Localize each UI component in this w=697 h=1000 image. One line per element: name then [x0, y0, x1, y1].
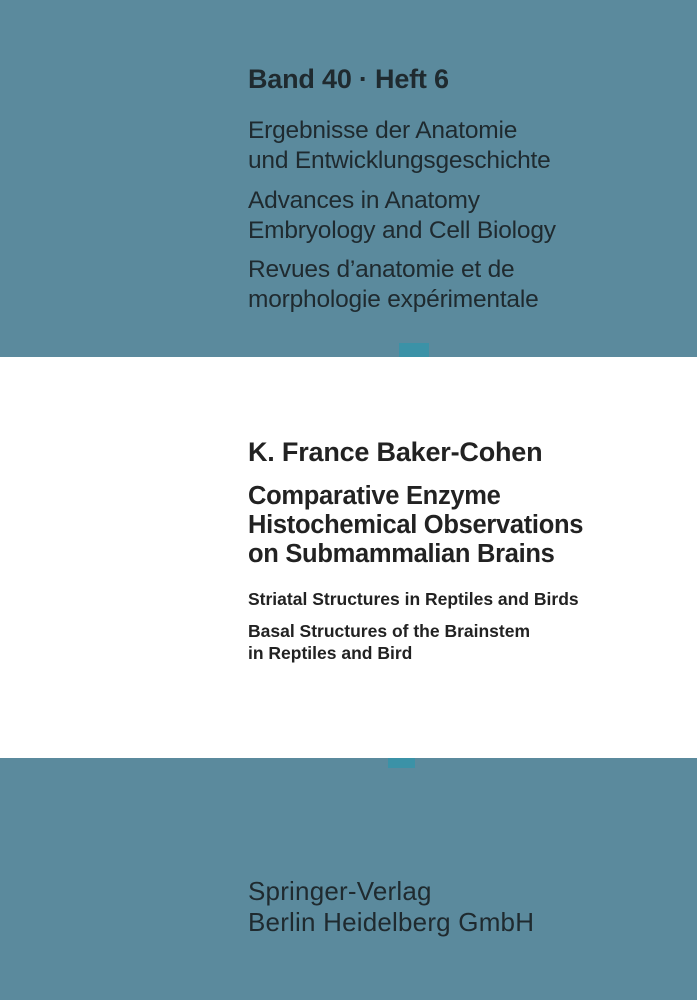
subtitle-striatal — [248, 588, 579, 610]
series-title-german — [248, 116, 551, 176]
book-title-line-1: Comparative Enzyme — [248, 482, 501, 510]
upper-accent-tab — [399, 343, 429, 357]
subtitle-brainstem-line-2: in Reptiles and Bird — [248, 643, 413, 663]
book-title-line-2: Histochemical Observations — [248, 511, 584, 539]
series-title-english-line-2: Embryology and Cell Biology — [248, 217, 556, 244]
publisher-name: Springer-Verlag — [248, 876, 432, 906]
series-title-french — [248, 255, 539, 315]
author-name: K. France Baker-Cohen — [248, 437, 543, 467]
series-title-english-line-1: Advances in Anatomy — [248, 187, 480, 214]
series-title-german-line-2: und Entwicklungsgeschichte — [248, 147, 551, 174]
subtitle-striatal-line-1: Striatal Structures in Reptiles and Birds — [248, 589, 579, 609]
series-title-german-line-1: Ergebnisse der Anatomie — [248, 117, 518, 144]
book-title-line-3: on Submammalian Brains — [248, 540, 555, 568]
series-title-english — [248, 186, 556, 246]
publisher-imprint — [248, 876, 534, 938]
lower-accent-tab — [388, 758, 415, 768]
subtitle-brainstem — [248, 620, 530, 664]
publisher-location: Berlin Heidelberg GmbH — [248, 907, 535, 937]
series-title-french-line-1: Revues d’anatomie et de — [248, 256, 515, 283]
volume-label: Band 40 · Heft 6 — [248, 64, 449, 94]
series-title-french-line-2: morphologie expérimentale — [248, 286, 539, 313]
book-title — [248, 482, 583, 569]
subtitle-brainstem-line-1: Basal Structures of the Brainstem — [248, 621, 531, 641]
